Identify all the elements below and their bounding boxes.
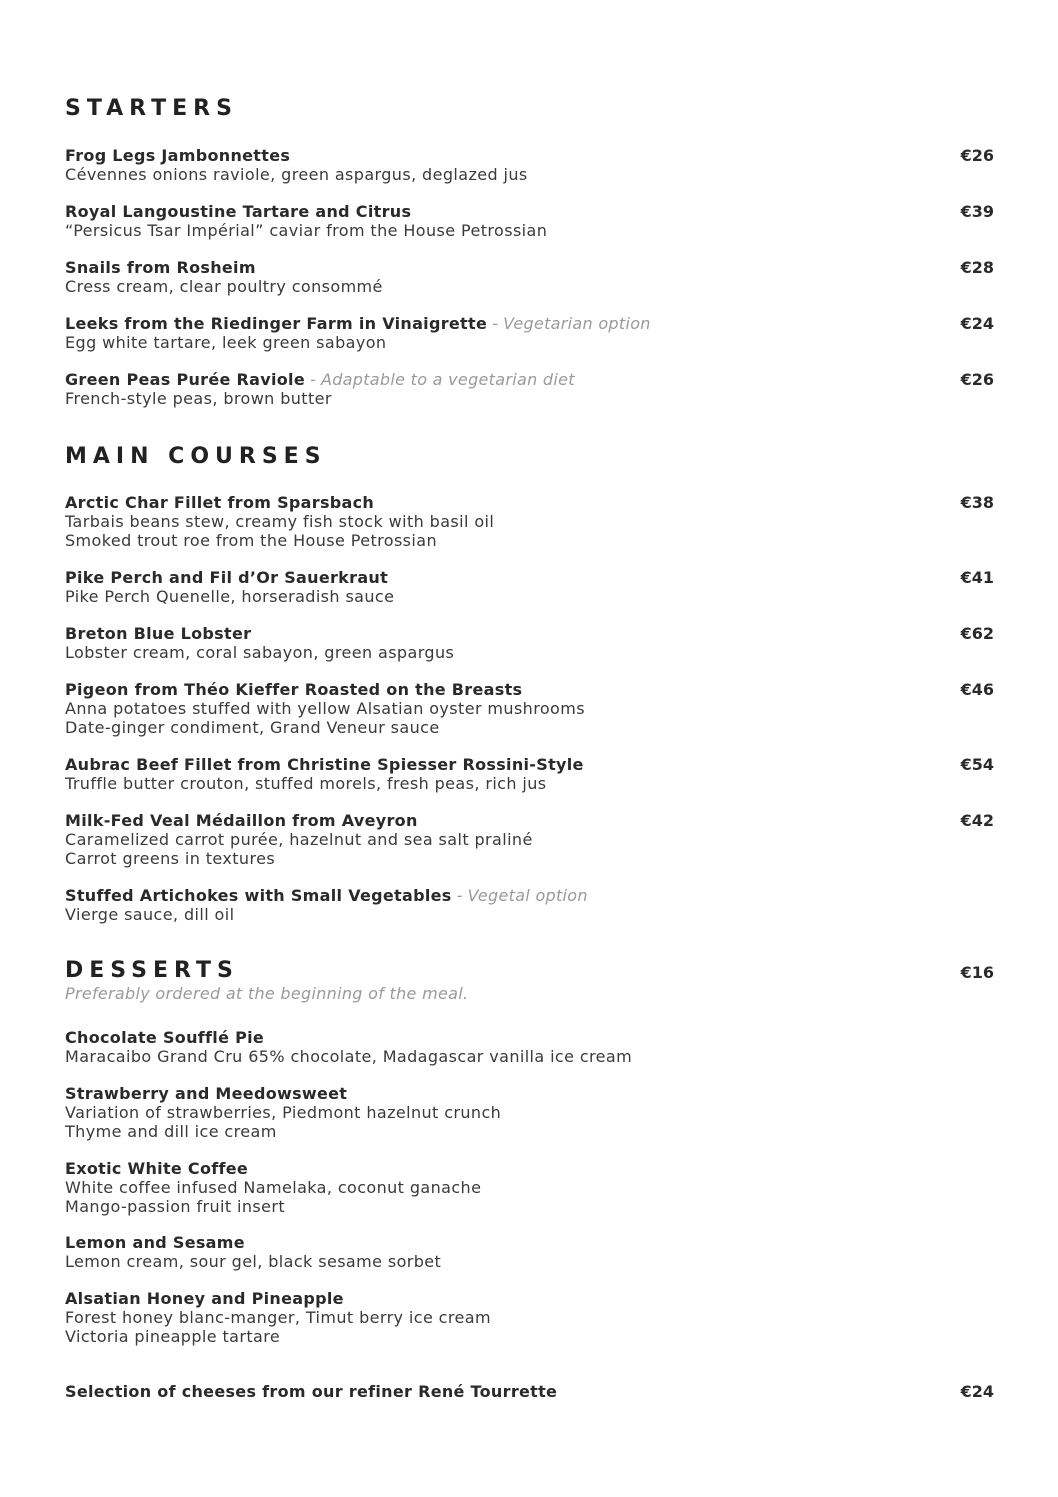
item-description: Anna potatoes stuffed with yellow Alsatian oyster mushrooms — [65, 699, 585, 718]
item-price: €42 — [960, 811, 994, 830]
item-name: Aubrac Beef Fillet from Christine Spiesser Rossini-Style — [65, 755, 584, 774]
note-separator: - — [305, 370, 321, 389]
item-description: Pike Perch Quenelle, horseradish sauce — [65, 587, 395, 606]
menu-item — [65, 811, 994, 868]
item-price: €39 — [960, 202, 994, 221]
item-price: €54 — [960, 755, 994, 774]
item-name: Pike Perch and Fil d’Or Sauerkraut — [65, 568, 389, 587]
menu-item — [65, 258, 994, 296]
item-name: Snails from Rosheim — [65, 258, 256, 277]
item-description: Date-ginger condiment, Grand Veneur sauce — [65, 718, 440, 737]
item-name: Royal Langoustine Tartare and Citrus — [65, 202, 412, 221]
item-description: “Persicus Tsar Impérial” caviar from the House Petrossian — [65, 221, 548, 240]
desserts-price: €16 — [960, 963, 994, 982]
item-note: Adaptable to a vegetarian diet — [320, 370, 575, 389]
item-price: €62 — [960, 624, 994, 643]
item-description: Lemon cream, sour gel, black sesame sorbet — [65, 1252, 442, 1271]
menu-item — [65, 755, 994, 793]
item-price: €24 — [960, 1382, 994, 1401]
item-name: Selection of cheeses from our refiner René Tourrette — [65, 1382, 558, 1401]
item-price: €41 — [960, 568, 994, 587]
item-name: Pigeon from Théo Kieffer Roasted on the Breasts — [65, 680, 523, 699]
menu-item — [65, 624, 994, 662]
item-name: Alsatian Honey and Pineapple — [65, 1289, 344, 1308]
item-price: €26 — [960, 146, 994, 165]
item-description: Smoked trout roe from the House Petrossian — [65, 531, 438, 550]
menu-item — [65, 680, 994, 737]
main-courses-title: MAIN COURSES — [65, 444, 327, 469]
note-separator: - — [487, 314, 504, 333]
item-name: Arctic Char Fillet from Sparsbach — [65, 493, 375, 512]
item-description: Victoria pineapple tartare — [65, 1327, 281, 1346]
item-name: Green Peas Purée Raviole — [65, 370, 305, 389]
item-name: Stuffed Artichokes with Small Vegetables — [65, 886, 452, 905]
item-price: €24 — [960, 314, 994, 333]
menu-item — [65, 370, 994, 408]
item-price: €28 — [960, 258, 994, 277]
item-description: Forest honey blanc-manger, Timut berry ice cream — [65, 1308, 491, 1327]
menu-item — [65, 314, 994, 352]
item-name: Strawberry and Meedowsweet — [65, 1084, 348, 1103]
menu-item — [65, 1289, 994, 1346]
item-description: Mango-passion fruit insert — [65, 1197, 286, 1216]
item-name: Chocolate Soufflé Pie — [65, 1028, 265, 1047]
menu-item — [65, 886, 994, 924]
item-description: Truffle butter crouton, stuffed morels, fresh peas, rich jus — [65, 774, 547, 793]
note-separator: - — [451, 886, 468, 905]
item-description: Tarbais beans stew, creamy fish stock with basil oil — [65, 512, 495, 531]
item-description: French-style peas, brown butter — [65, 389, 332, 408]
menu-item — [65, 1233, 994, 1271]
item-description: Thyme and dill ice cream — [65, 1122, 277, 1141]
menu-item-cheese — [65, 1382, 994, 1401]
menu-item — [65, 493, 994, 550]
item-description: Lobster cream, coral sabayon, green aspargus — [65, 643, 455, 662]
item-name: Lemon and Sesame — [65, 1233, 245, 1252]
starters-title: STARTERS — [65, 96, 238, 121]
item-name: Exotic White Coffee — [65, 1159, 249, 1178]
desserts-subnote: Preferably ordered at the beginning of the meal. — [65, 984, 469, 1003]
item-description: Vierge sauce, dill oil — [65, 905, 235, 924]
item-description: Egg white tartare, leek green sabayon — [65, 333, 387, 352]
item-name: Milk-Fed Veal Médaillon from Aveyron — [65, 811, 418, 830]
desserts-title: DESSERTS — [65, 958, 239, 983]
item-description: Variation of strawberries, Piedmont hazelnut crunch — [65, 1103, 502, 1122]
item-description: Maracaibo Grand Cru 65% chocolate, Madagascar vanilla ice cream — [65, 1047, 633, 1066]
item-price: €38 — [960, 493, 994, 512]
item-note: Vegetarian option — [503, 314, 651, 333]
item-description: Cress cream, clear poultry consommé — [65, 277, 383, 296]
item-name: Frog Legs Jambonnettes — [65, 146, 291, 165]
item-description: Carrot greens in textures — [65, 849, 276, 868]
item-description: White coffee infused Namelaka, coconut ganache — [65, 1178, 482, 1197]
menu-item — [65, 1159, 994, 1216]
item-price: €46 — [960, 680, 994, 699]
item-name: Leeks from the Riedinger Farm in Vinaigrette — [65, 314, 488, 333]
item-note: Vegetal option — [467, 886, 588, 905]
menu-item — [65, 568, 994, 606]
menu-item — [65, 1028, 994, 1066]
menu-item — [65, 146, 994, 184]
item-description: Cévennes onions raviole, green aspargus, deglazed jus — [65, 165, 528, 184]
menu-item — [65, 1084, 994, 1141]
menu-item — [65, 202, 994, 240]
item-description: Caramelized carrot purée, hazelnut and sea salt praliné — [65, 830, 533, 849]
item-price: €26 — [960, 370, 994, 389]
item-name: Breton Blue Lobster — [65, 624, 252, 643]
